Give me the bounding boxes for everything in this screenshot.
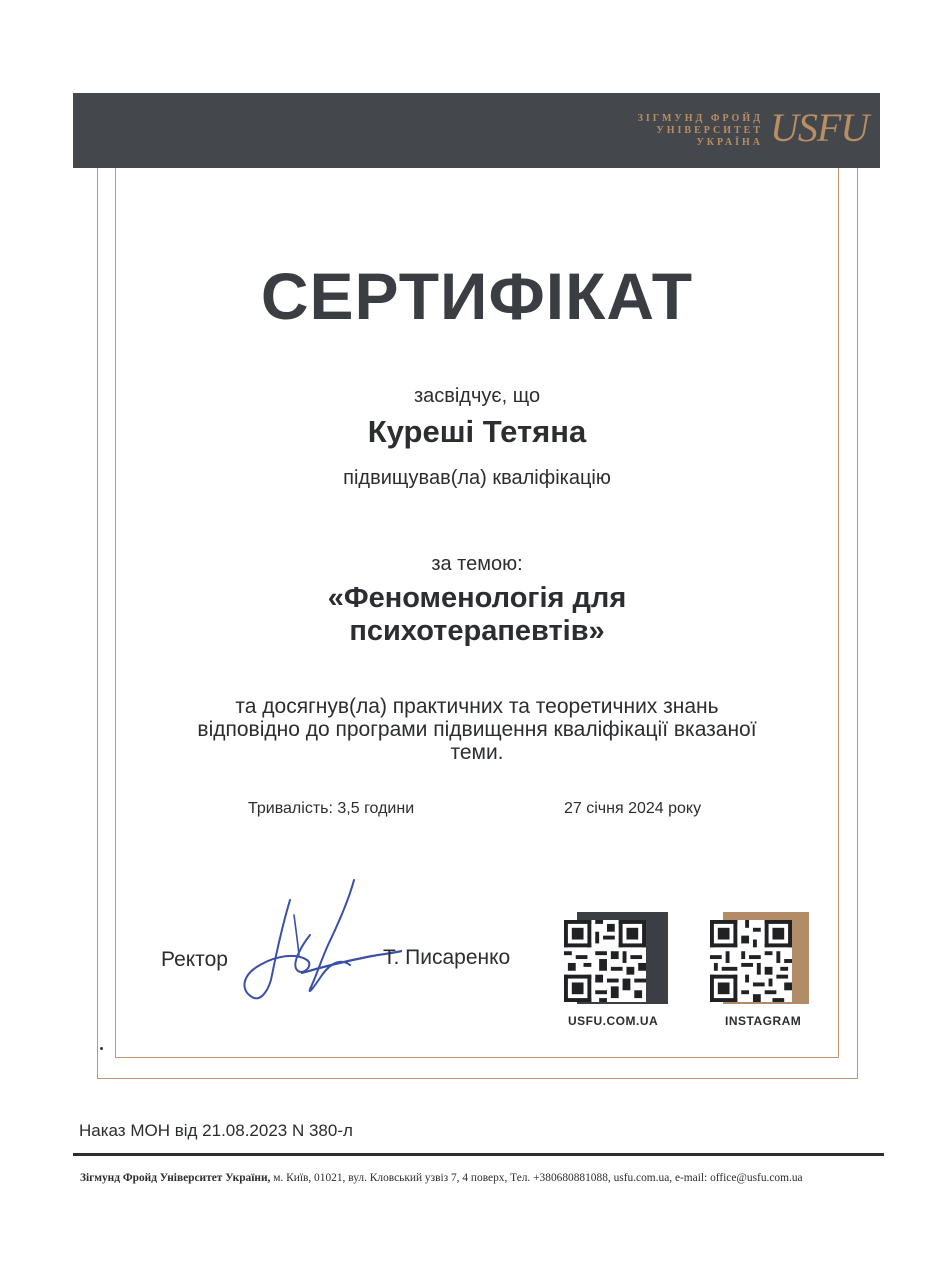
topic-line-1: «Феноменологія для [327,582,627,614]
footer-address: м. Київ, 01021, вул. Кловський узвіз 7, 4 поверх, Тел. +380680881088, usfu.com.ua, e-mail: office@usfu.com.ua [270,1172,803,1184]
achievement-line-1: та досягнув(ла) практичних та теоретичних знань [235,695,719,718]
ministry-order: Наказ МОН від 21.08.2023 N 380-л [79,1121,353,1140]
university-name-line-3: УКРАЇНА [696,137,763,148]
university-name-line-2: УНІВЕРСИТЕТ [656,125,763,136]
footer-org-name: Зігмунд Фройд Університет України, [80,1172,271,1184]
instagram-caption[interactable]: INSTAGRAM [725,1014,802,1028]
achievement-line-3: теми. [450,741,504,764]
stray-dot [100,1047,103,1050]
instagram-qr-code[interactable] [710,920,792,1002]
footer-contact [80,1172,890,1184]
achievement-text [115,695,839,764]
topic-intro-text: за темою: [431,553,523,575]
website-qr-code[interactable] [564,920,646,1002]
university-name-line-1: ЗІГМУНД ФРОЙД [637,113,763,124]
topic-title [115,582,839,648]
handwritten-signature [232,875,402,1010]
signer-name: Т. Писаренко [383,946,511,969]
topic-line-2: психотерапевтів» [349,615,605,647]
issue-date: 27 січня 2024 року [564,800,702,817]
achievement-line-2: відповідно до програми підвищення кваліфікації вказаної [197,718,757,741]
qualification-text: підвищував(ла) кваліфікацію [343,467,611,489]
certifies-that-text: засвідчує, що [413,385,541,407]
university-name [593,113,763,149]
website-caption[interactable]: USFU.COM.UA [568,1014,659,1028]
qr-frame-instagram [723,912,809,1004]
header-bar [73,93,880,168]
footer-rule [73,1153,884,1156]
recipient-name: Куреші Тетяна [367,414,587,449]
rector-label: Ректор [161,948,228,971]
usfu-logo: USFU [770,105,869,150]
certificate-title: СЕРТИФІКАТ [260,259,694,333]
qr-frame-website [577,912,668,1004]
duration-text: Тривалість: 3,5 години [248,800,415,817]
